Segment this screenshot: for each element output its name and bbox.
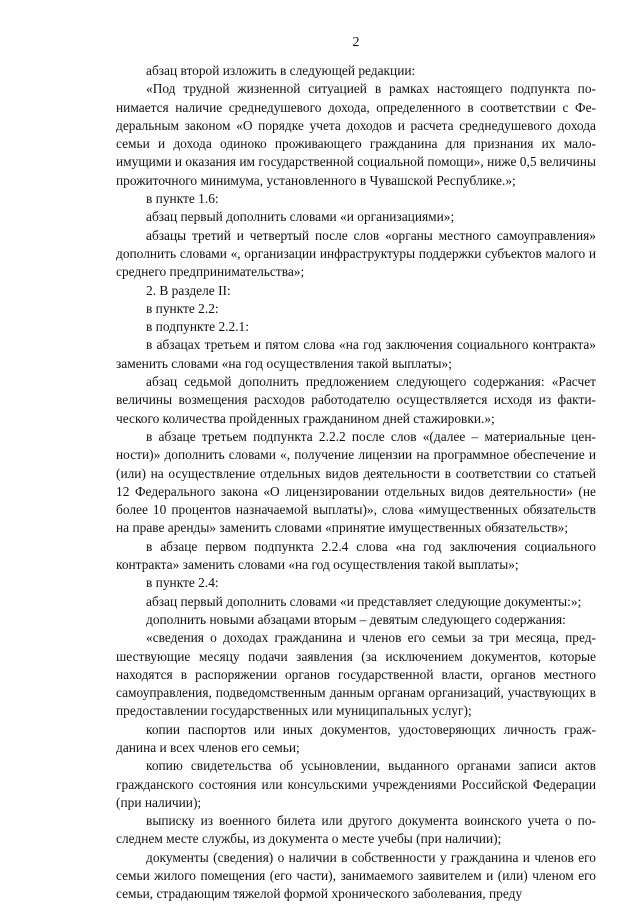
document-page bbox=[116, 34, 596, 904]
paragraph: абзац второй изложить в следующей редакции: bbox=[146, 63, 416, 78]
paragraph: в пункте 2.4: bbox=[146, 575, 219, 591]
paragraph: в абзаце третьем подпункта 2.2.2 после слов «(далее – материальные ценности)» дополнить словами «, получение лицензии на программное обеспечение и (или) на осуществление отдельных видов деятельности в соответствии со статьей 12 Федерального закона «О лицензировании отдельных видов деятельности» (не более 10 процентов назначаемой выплаты)», слова «имущественных обязательств на праве аренды» заменить словами «принятие имущественных обязательств»; bbox=[116, 428, 596, 536]
paragraph: в абзаце первом подпункта 2.2.4 слова «на год заключения социального контракта» заменить словами «на год осуществления такой выплаты»; bbox=[116, 538, 596, 573]
paragraph: документы (сведения) о наличии в собственности у гражданина и членов его семьи жилого помещения (его части), занимаемого заявителем и (или) членом его семьи, страдающим тяжелой формой хронического заболевания, преду bbox=[116, 849, 596, 902]
paragraph: «Под трудной жизненной ситуацией в рамках настоящего подпункта понимается наличие среднедушевого дохода, определенного в соответствии с Федеральным законом «О порядке учета доходов и расчета среднедушевого дохода семьи и дохода одиноко проживающего гражданина для признания их малоимущими и оказания им государственной социальной помощи», ниже 0,5 величины прожиточного минимума, установленного в Чувашской Республике.»; bbox=[116, 81, 596, 188]
paragraph: «сведения о доходах гражданина и членов его семьи за три месяца, предшествующие месяцу подачи заявления (за исключением документов, которые находятся в распоряжении органов государственной власти, органов местного самоуправления, подведомственным данным органам организаций, участвующих в предоставлении государственных или муниципальных услуг); bbox=[116, 630, 596, 719]
paragraph: абзацы третий и четвертый после слов «органы местного самоуправления» дополнить словами «, организации инфраструктуры поддержки субъектов малого и среднего предпринимательства»; bbox=[116, 227, 596, 280]
paragraph: в подпункте 2.2.1: bbox=[146, 319, 249, 335]
paragraph: абзац первый дополнить словами «и организациями»; bbox=[146, 209, 455, 225]
paragraph: 2. В разделе II: bbox=[146, 282, 231, 298]
page-number: 2 bbox=[352, 35, 360, 50]
paragraph: дополнить новыми абзацами вторым – девятым следующего содержания: bbox=[146, 611, 566, 627]
paragraph: в пункте 1.6: bbox=[146, 191, 219, 207]
paragraph: абзац седьмой дополнить предложением следующего содержания: «Расчет величины возмещения расходов работодателю осуществляется исходя из фактического количества пройденных гражданином дней стажировки.»; bbox=[116, 374, 596, 426]
paragraph: в пункте 2.2: bbox=[146, 300, 219, 316]
paragraph: абзац первый дополнить словами «и представляет следующие документы:»; bbox=[146, 593, 582, 609]
paragraph: в абзацах третьем и пятом слова «на год заключения социального контракта» заменить словами «на год осуществления такой выплаты»; bbox=[116, 337, 596, 371]
paragraph: копию свидетельства об усыновлении, выданного органами записи актов гражданского состояния или консульскими учреждениями Российской Федерации (при наличии); bbox=[116, 758, 596, 810]
paragraph: выписку из военного билета или другого документа воинского учета о последнем месте службы, из документа о месте учебы (при наличии); bbox=[116, 813, 596, 847]
paragraph: копии паспортов или иных документов, удостоверяющих личность гражданина и всех членов его семьи; bbox=[116, 721, 596, 755]
